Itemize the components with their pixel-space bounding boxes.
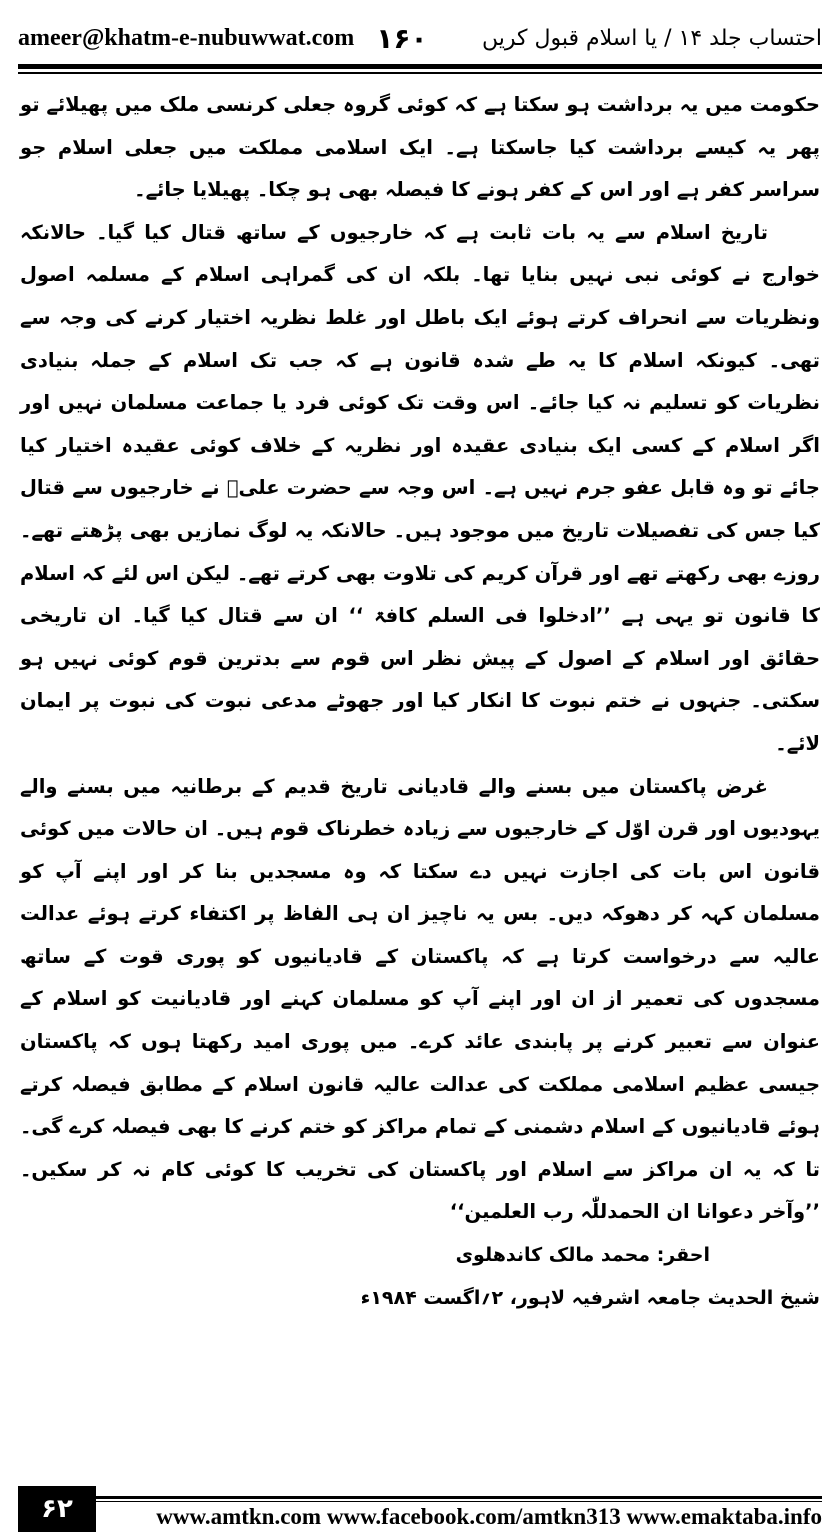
header-rule-thin [18, 72, 822, 74]
header-email: ameer@khatm-e-nubuwwat.com [18, 24, 355, 51]
footer-page-number: ۶۲ [18, 1486, 96, 1532]
page-header [18, 14, 822, 62]
footer-rule-thin [96, 1501, 822, 1502]
header-rule [18, 64, 822, 69]
body-text [20, 84, 820, 1319]
header-book-title: احتساب جلد ۱۴ / یا اسلام قبول کریں [482, 25, 822, 51]
footer-links: www.amtkn.com www.facebook.com/amtkn313 www.emaktaba.info [156, 1504, 822, 1529]
signature-name: احقر: محمد مالک کاندھلوی [455, 1244, 710, 1267]
paragraph-2: تاریخ اسلام سے یہ بات ثابت ہے کہ خارجیوں کے ساتھ قتال کیا گیا۔ حالانکہ خوارج نے کوئی نبی نہیں بنایا تھا۔ بلکہ ان کی گمراہی اسلام کے مسلمہ اصول ونظریات سے انحراف کرتے ہوئے ایک باطل اور غلط نظریہ اختیار کرنے کی وجہ سے تھی۔ کیونکہ اسلام کا یہ طے شدہ قانون ہے کہ جب تک اسلام کے جملہ بنیادی نظریات کو تسلیم نہ کیا جائے۔ اس وقت تک کوئی فرد یا جماعت مسلمان نہیں اور اگر اسلام کے کسی ایک بنیادی عقیدہ اور نظریہ کے خلاف کوئی عقیدہ اختیار کیا جائے تو وہ قابل عفو جرم نہیں ہے۔ اس وجہ سے حضرت علیؓ نے خارجیوں سے قتال کیا جس کی تفصیلات تاریخ میں موجود ہیں۔ حالانکہ یہ لوگ نمازیں بھی پڑھتے تھے۔ روزے بھی رکھتے تھے اور قرآن کریم کی تلاوت بھی کرتے تھے۔ لیکن اس لئے کہ اسلام کا قانون تو یہی ہے ’’ادخلوا فی السلم کافۃ ‘‘ ان سے قتال کیا گیا۔ ان تاریخی حقائق اور اسلام کے اصول کے پیش نظر اس قوم سے بدترین قوم کوئی نہیں ہو سکتی۔ جنہوں نے ختم نبوت کا انکار کیا اور جھوٹے مدعی نبوت کی نبوت پر ایمان لائے۔ [20, 220, 820, 755]
page-footer [18, 1486, 822, 1532]
signature-place: شیخ الحدیث جامعہ اشرفیہ لاہور، ۲؍اگست ۱۹۸۴ء [360, 1286, 820, 1309]
paragraph-3: غرض پاکستان میں بسنے والے قادیانی تاریخ قدیم کے برطانیہ میں بسنے والے یہودیوں اور قرن اوّل کے خارجیوں سے زیادہ خطرناک قوم ہیں۔ ان حالات میں کوئی قانون اس بات کی اجازت نہیں دے سکتا کہ وہ مسجدیں بنا کر اور اپنے آپ کو مسلمان کہہ کر دھوکہ دیں۔ بس یہ ناچیز ان ہی الفاظ پر اکتفاء کرتے ہوئے عدالت عالیہ سے درخواست کرتا ہے کہ پاکستان کے قادیانیوں کو پوری قوت کے ساتھ مسجدوں کی تعمیر از ان اور اپنے آپ کو مسلمان کہنے اور قادیانیت کو اسلام کے عنوان سے تعبیر کرنے پر پابندی عائد کرے۔ میں پوری امید رکھتا ہوں کہ پاکستان جیسی عظیم اسلامی مملکت کی عدالت عالیہ قانون اسلام کے مطابق فیصلہ کرتے ہوئے قادیانیوں کے اسلام دشمنی کے تمام مراکز کو ختم کرنے کا بھی فیصلہ کرے گی۔ تا کہ یہ ان مراکز سے اسلام اور پاکستان کی تخریب کا کوئی کام نہ کر سکیں۔ ’’وآخر دعوانا ان الحمدللّٰہ رب العلمین‘‘ [20, 774, 820, 1224]
footer-right [96, 1486, 822, 1532]
header-left [18, 22, 428, 55]
paragraph-1: حکومت میں یہ برداشت ہو سکتا ہے کہ کوئی گروہ جعلی کرنسی ملک میں پھیلائے تو پھر یہ کیسے برداشت کیا جاسکتا ہے۔ ایک اسلامی مملکت میں جعلی اسلام جو سراسر کفر ہے اور اس کے کفر ہونے کا فیصلہ بھی ہو چکا۔ پھیلایا جائے۔ [20, 93, 820, 202]
header-page-number: ۱۶۰ [376, 21, 428, 55]
footer-rule [96, 1496, 822, 1499]
